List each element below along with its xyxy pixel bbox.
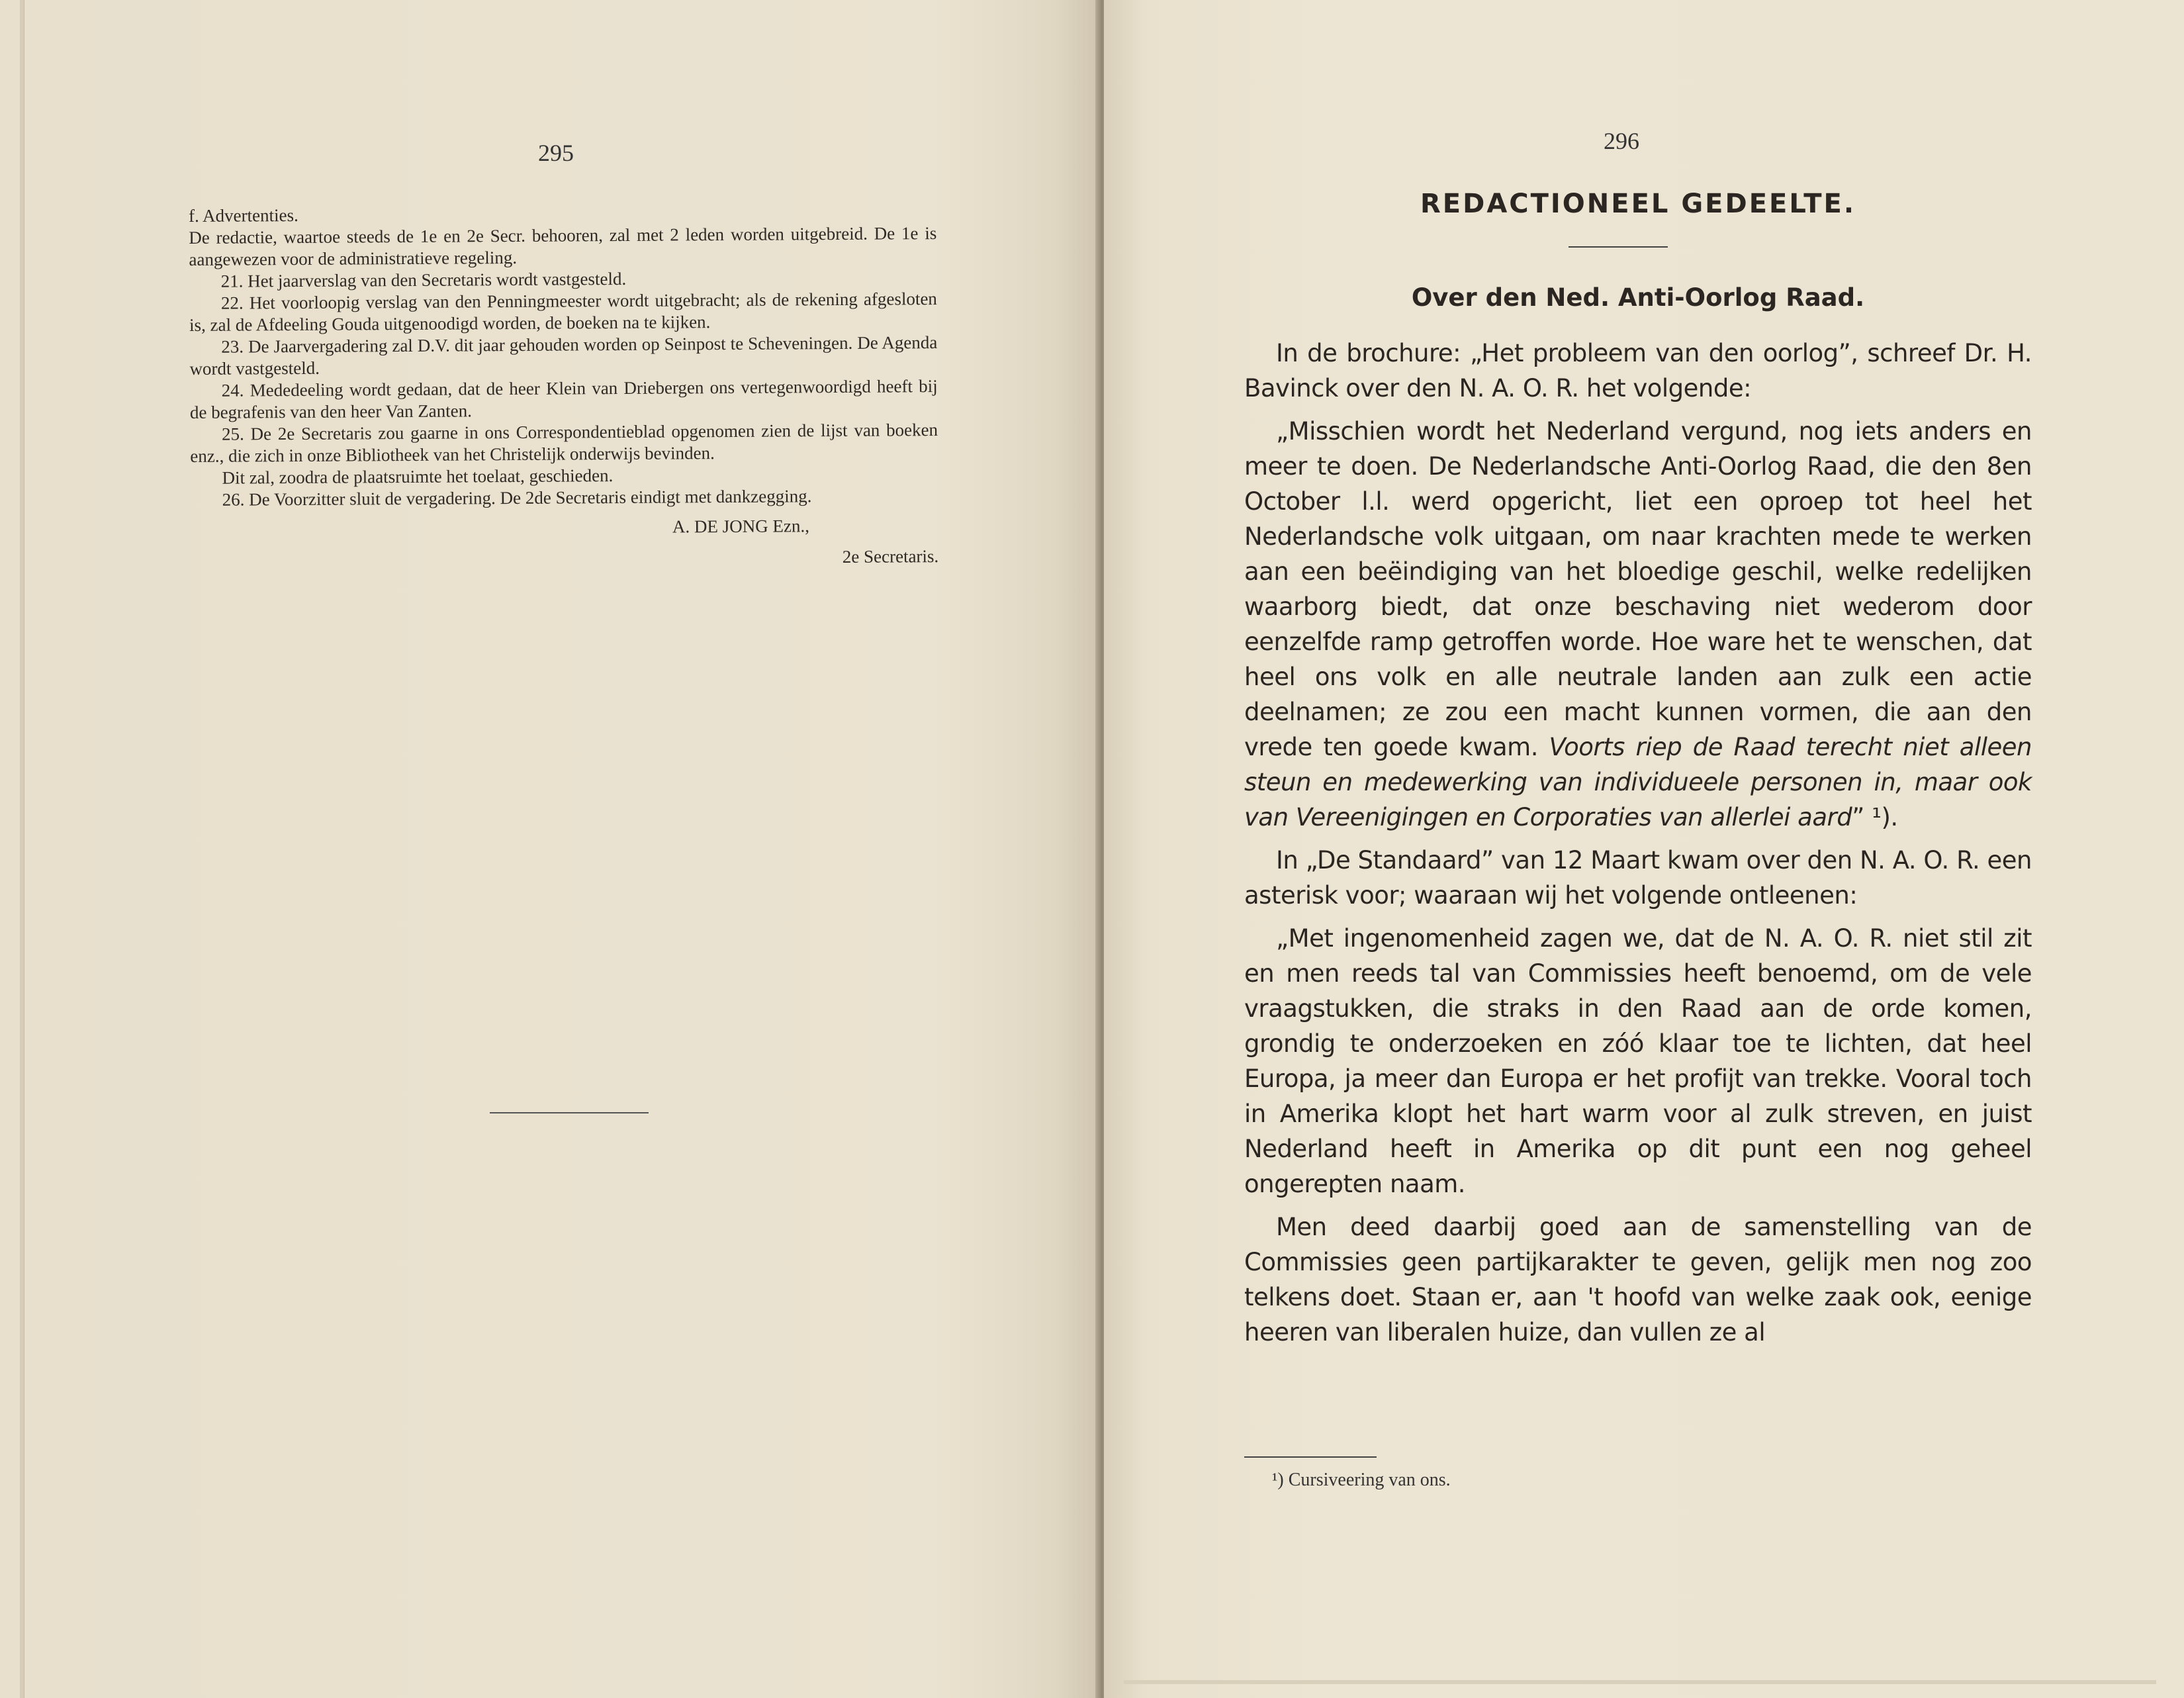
paragraph: f. Advertenties. <box>189 205 298 226</box>
left-text-block <box>189 201 938 572</box>
quote-paragraph: „Met ingenomenheid zagen we, dat de N. A. O. R. niet stil zit en men reeds tal van Commissies heeft benoemd, om de vele vraagstukken, die straks in den Raad aan de orde komen, grondig te onderzoeken en zóó klaar toe te lichten, dat heel Europa, ja meer dan Europa er het profijt van trekke. Vooral toch in Amerika klopt het hart warm voor al zulk streven, en juist Nederland heeft in Amerika op dit punt een nog geheel ongerepten naam. <box>1244 924 2032 1198</box>
paragraph: 22. Het voorloopig verslag van den Penningmeester wordt uitgebracht; als de rekening afgesloten is, zal de Afdeeling Gouda uitgenoodigd worden, de boeken na te kijken. <box>189 289 937 335</box>
page-number-left: 295 <box>538 140 574 166</box>
paragraph: In „De Standaard” van 12 Maart kwam over den N. A. O. R. een asterisk voor; waaraan wij het volgende ontleenen: <box>1244 846 2032 910</box>
paragraph: 23. De Jaarvergadering zal D.V. dit jaar gehouden worden op Seinpost te Scheveningen. De Agenda wordt vastgesteld. <box>189 332 938 379</box>
paragraph: Men deed daarbij goed aan de samenstelling van de Commissies geen partijkarakter te geven, gelijk men nog zoo telkens doet. Staan er, aan 't hoofd van welke zaak ook, eenige heeren van liberalen huize, dan vullen ze al <box>1244 1213 2032 1346</box>
quote-text: „Misschien wordt het Nederland vergund, nog iets anders en meer te doen. De Nederlandsche Anti-Oorlog Raad, die den 8en October l.l. werd opgericht, liet een oproep tot heel het Nederlandsche volk uitgaan, om naar krachten mede te werken aan een beëindiging van het bloedige geschil, welke redelijken waarborg biedt, dat onze beschaving niet wederom door eenzelfde ramp getroffen worde. Hoe ware het te wenschen, dat heel ons volk en alle neutrale landen aan zulk een actie deelnamen; ze zou een macht kunnen vormen, die aan den vrede ten goede kwam. <box>1244 417 2032 761</box>
footnote: ¹) Cursiveering van ons. <box>1272 1470 1451 1490</box>
end-rule <box>490 1112 649 1113</box>
section-heading: REDACTIONEEL GEDEELTE. <box>1420 189 1856 219</box>
paragraph: 24. Mededeeling wordt gedaan, dat de heer Klein van Driebergen ons vertegenwoordigd heeft bij de begrafenis van den heer Van Zanten. <box>189 376 938 422</box>
article-body <box>1244 336 2032 1358</box>
heading-rule <box>1569 246 1668 248</box>
footnote-marker: ” ¹). <box>1852 803 1898 831</box>
page-number-right: 296 <box>1604 128 1639 154</box>
paragraph: 25. De 2e Secretaris zou gaarne in ons Correspondentieblad opgenomen zien de lijst van boeken enz., die zich in onze Bibliotheek van het Christelijk onderwijs bevinden. <box>190 420 938 466</box>
italic-emphasis: Voorts riep de Raad terecht niet alleen steun en medewerking van individueele personen in, maar ook van Vereenigingen en Corporaties van allerlei aard <box>1244 733 2032 831</box>
article-title: Over den Ned. Anti-Oorlog Raad. <box>1411 283 1865 312</box>
signature-title: 2e Secretaris. <box>842 546 939 567</box>
page-edge <box>20 0 24 1698</box>
page-edge <box>1124 1680 2156 1684</box>
paragraph: De redactie, waartoe steeds de 1e en 2e Secr. behooren, zal met 2 leden worden uitgebreid. De 1e is aangewezen voor de administratieve regeling. <box>189 223 937 269</box>
footnote-rule <box>1244 1456 1377 1458</box>
paragraph: 26. De Voorzitter sluit de vergadering. De 2de Secretaris eindigt met dankzegging. <box>222 486 812 510</box>
paragraph: Dit zal, zoodra de plaatsruimte het toelaat, geschieden. <box>222 465 614 488</box>
paragraph: In de brochure: „Het probleem van den oorlog”, schreef Dr. H. Bavinck over den N. A. O. R. het volgende: <box>1244 339 2032 402</box>
signature-name: A. DE JONG Ezn., <box>672 516 810 537</box>
quote-paragraph <box>1244 414 2032 835</box>
paragraph: 21. Het jaarverslag van den Secretaris wordt vastgesteld. <box>220 268 627 291</box>
